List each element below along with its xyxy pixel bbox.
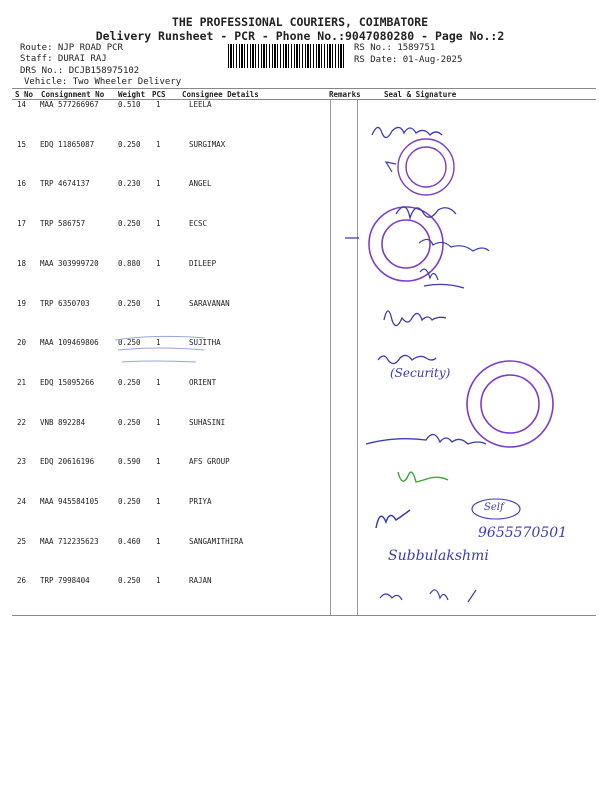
vehicle-label: Vehicle: Two Wheeler Delivery [24, 77, 182, 87]
header-bottom-border [12, 99, 596, 100]
row-weight: 0.590 [118, 457, 141, 467]
row-pcs: 1 [156, 100, 161, 109]
row-pcs: 1 [156, 576, 161, 586]
row-pcs: 1 [156, 377, 161, 387]
rs-date: RS Date: 01-Aug-2025 [354, 55, 463, 65]
row-pcs: 1 [156, 219, 161, 229]
row-consignee: SUJITHA [189, 338, 221, 348]
row-consignee: LEELA [189, 100, 212, 109]
row-consignment: MAA 303999720 [40, 258, 99, 268]
row-consignment: TRP 586757 [40, 219, 86, 229]
handwritten-name: Subbulakshmi [388, 548, 489, 564]
row-sno: 15 [17, 139, 27, 149]
row-sno: 20 [17, 338, 27, 348]
row-sno: 21 [17, 377, 27, 387]
row-consignment: MAA 945584105 [40, 497, 99, 506]
col-sno: S No [15, 90, 34, 99]
row-consignee: ANGEL [189, 179, 212, 189]
signature-leela-mark [386, 162, 396, 172]
row-consignee: SUHASINI [189, 417, 226, 427]
col-consignee: Consignee Details [182, 90, 259, 99]
row-consignment: MAA 109469806 [40, 338, 99, 348]
row-consignee: SANGAMITHIRA [189, 536, 244, 546]
row-consignment: MAA 712235623 [40, 536, 99, 546]
row-pcs: 1 [156, 417, 161, 427]
signature-dileep [420, 269, 464, 288]
runsheet-title: Delivery Runsheet - PCR - Phone No.:9047080280 - Page No.:2 [95, 29, 505, 43]
row-weight: 0.510 [118, 100, 141, 109]
company-name: THE PROFESSIONAL COURIERS, COIMBATORE [171, 15, 429, 29]
row-sno: 26 [17, 576, 27, 586]
staff-label: Staff: DURAI RAJ [20, 54, 107, 64]
col-seal-signature: Seal & Signature [384, 90, 457, 99]
row-consignment: MAA 577266967 [40, 100, 99, 109]
row-weight: 0.250 [118, 576, 141, 586]
row-weight: 0.250 [118, 219, 141, 229]
signature-divider [357, 99, 358, 615]
row-consignee: RAJAN [189, 576, 212, 586]
col-consignment: Consignment No [41, 90, 105, 99]
row-sno: 22 [17, 417, 27, 427]
row-consignee: AFS GROUP [189, 457, 230, 467]
row-weight: 0.230 [118, 179, 141, 189]
row-consignee: SARAVANAN [189, 298, 230, 308]
signature-ecsc [396, 207, 456, 218]
row-pcs: 1 [156, 139, 161, 149]
row-consignment: VNB 892284 [40, 417, 86, 427]
signature-ecsc-tail [345, 238, 489, 251]
row-consignment: EDQ 11865087 [40, 139, 95, 149]
row-pcs: 1 [156, 536, 161, 546]
orient-stamp [467, 361, 553, 447]
row-pcs: 1 [156, 338, 161, 348]
row-consignee: ECSC [189, 219, 208, 229]
table-top-border [12, 88, 596, 89]
row-consignee: SURGIMAX [189, 139, 226, 149]
row-weight: 0.250 [118, 338, 141, 348]
row-weight: 0.250 [118, 417, 141, 427]
row-pcs: 1 [156, 179, 161, 189]
row-sno: 25 [17, 536, 27, 546]
row-sno: 16 [17, 179, 27, 189]
handwritten-phone: 9655570501 [478, 525, 568, 541]
row-consignment: TRP 4674137 [40, 179, 90, 189]
signature-priya [376, 510, 410, 528]
row-weight: 0.250 [118, 139, 141, 149]
ecsc-stamp [369, 207, 443, 281]
barcode [228, 44, 346, 68]
signature-saravanan [384, 311, 446, 326]
row-weight: 0.250 [118, 298, 141, 308]
row-consignee: DILEEP [189, 258, 217, 268]
signature-rajan [380, 590, 476, 602]
row-consignment: TRP 7998404 [40, 576, 90, 586]
table-bottom-border [12, 615, 596, 616]
surgimax-stamp [398, 139, 454, 195]
row-pcs: 1 [156, 457, 161, 467]
row-consignee: ORIENT [189, 377, 217, 387]
signature-leela [372, 127, 442, 137]
signature-sujitha [378, 355, 436, 363]
row-consignment: EDQ 15095266 [40, 377, 95, 387]
row-consignment: TRP 6350703 [40, 298, 90, 308]
row-pcs: 1 [156, 258, 161, 268]
signature-afs-green [398, 472, 448, 482]
row-weight: 0.880 [118, 258, 141, 268]
row-pcs: 1 [156, 497, 161, 506]
row-sno: 19 [17, 298, 27, 308]
col-pcs: PCS [152, 90, 166, 99]
col-weight: Weight [118, 90, 146, 99]
row-weight: 0.250 [118, 377, 141, 387]
remarks-divider [330, 99, 331, 615]
row-consignee: PRIYA [189, 497, 212, 506]
col-remarks: Remarks [329, 90, 361, 99]
row-weight: 0.460 [118, 536, 141, 546]
row-sno: 24 [17, 497, 27, 506]
row-pcs: 1 [156, 298, 161, 308]
route-label: Route: NJP ROAD PCR [20, 43, 123, 53]
row-weight: 0.250 [118, 497, 141, 506]
row-sno: 17 [17, 219, 27, 229]
rs-number: RS No.: 1589751 [354, 43, 436, 53]
self-note: Self [484, 502, 504, 513]
row-sno: 14 [17, 100, 27, 109]
drs-number: DRS No.: DCJB158975102 [20, 66, 140, 76]
row-consignment: EDQ 20616196 [40, 457, 95, 467]
row-sno: 18 [17, 258, 27, 268]
row-sno: 23 [17, 457, 27, 467]
signature-suhasini [366, 434, 486, 444]
handwritten-security: (Security) [390, 366, 451, 380]
